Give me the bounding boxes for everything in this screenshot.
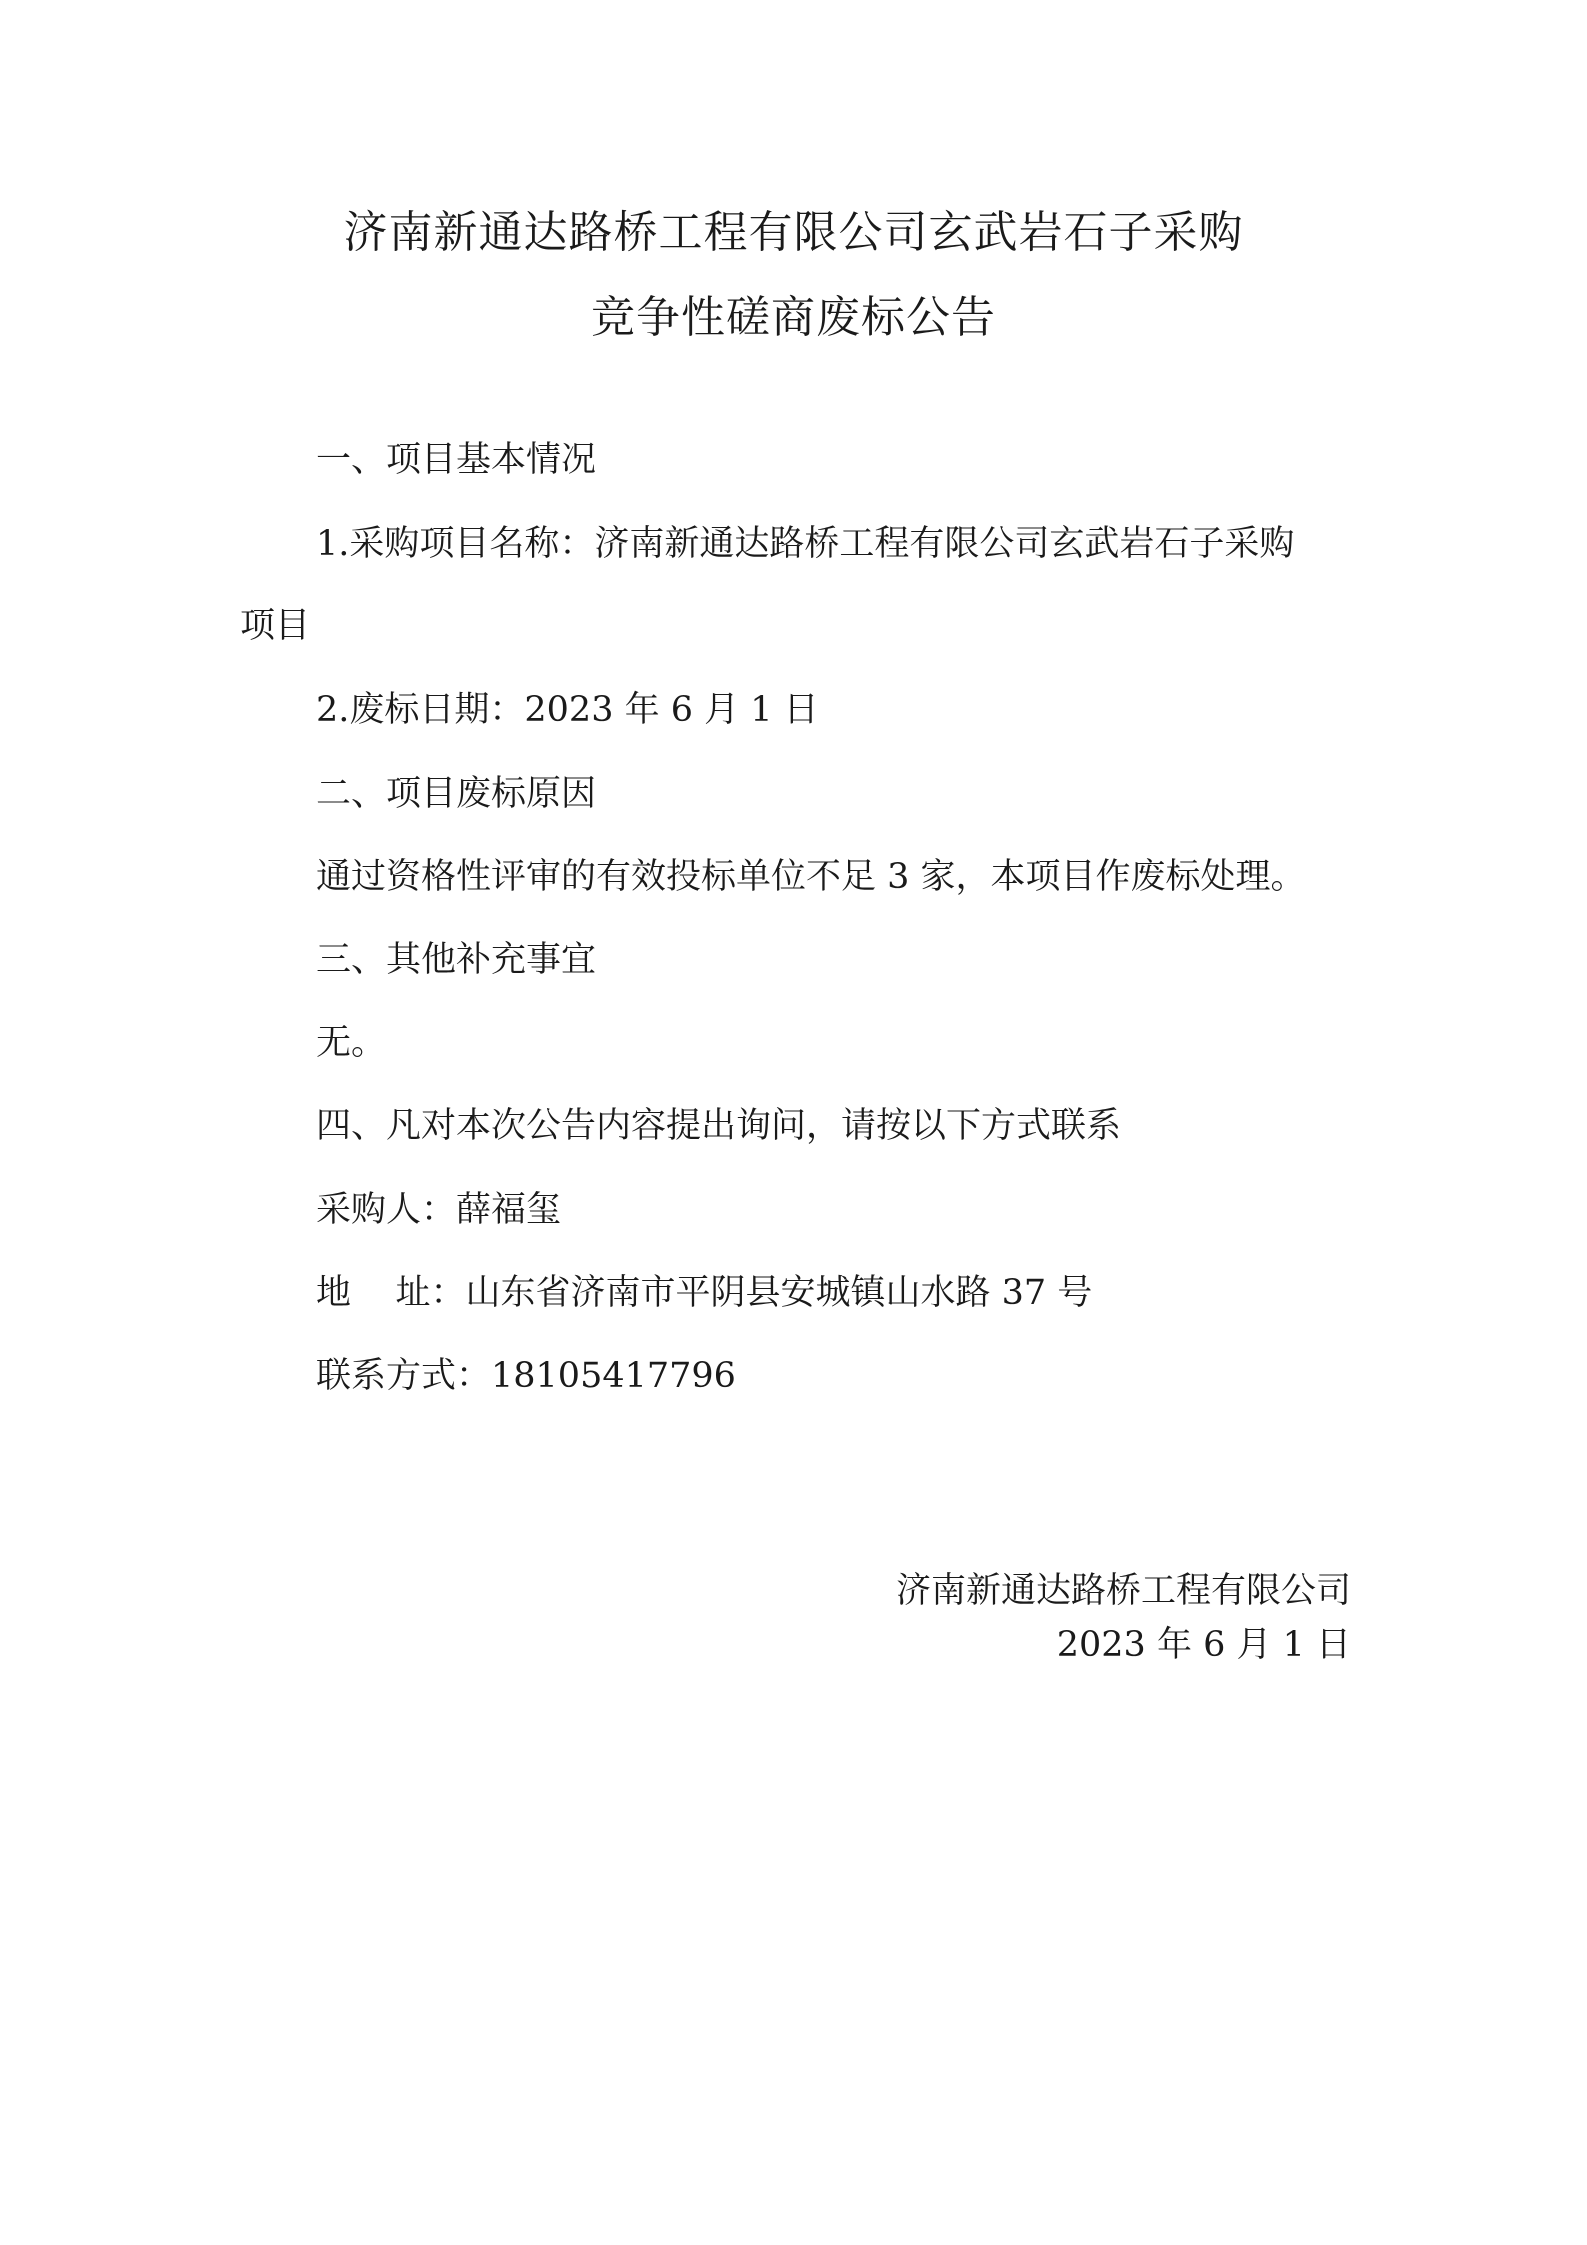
item-1-project-name: 1.采购项目名称：济南新通达路桥工程有限公司玄武岩石子采购 [316, 524, 1295, 564]
address-line: 地 址：山东省济南市平阴县安城镇山水路 37 号 [316, 1273, 1093, 1313]
section-3-heading: 三、其他补充事宜 [316, 940, 597, 980]
contact-line: 联系方式：18105417796 [316, 1356, 736, 1396]
item-2-cancel-date: 2.废标日期：2023 年 6 月 1 日 [316, 690, 819, 730]
signature-company: 济南新通达路桥工程有限公司 [895, 1571, 1351, 1611]
purchaser-line: 采购人：薛福玺 [316, 1190, 562, 1230]
section-1-heading: 一、项目基本情况 [316, 440, 597, 480]
document-title-line-1: 济南新通达路桥工程有限公司玄武岩石子采购 [343, 207, 1244, 258]
item-1-project-name-wrap: 项目 [240, 606, 311, 646]
section-2-heading: 二、项目废标原因 [316, 774, 597, 814]
signature-date: 2023 年 6 月 1 日 [1056, 1625, 1351, 1665]
section-3-text: 无。 [316, 1023, 387, 1063]
section-2-text: 通过资格性评审的有效投标单位不足 3 家，本项目作废标处理。 [316, 857, 1306, 897]
document-title-line-2: 竞争性磋商废标公告 [591, 292, 996, 343]
section-4-heading: 四、凡对本次公告内容提出询问，请按以下方式联系 [316, 1106, 1122, 1146]
